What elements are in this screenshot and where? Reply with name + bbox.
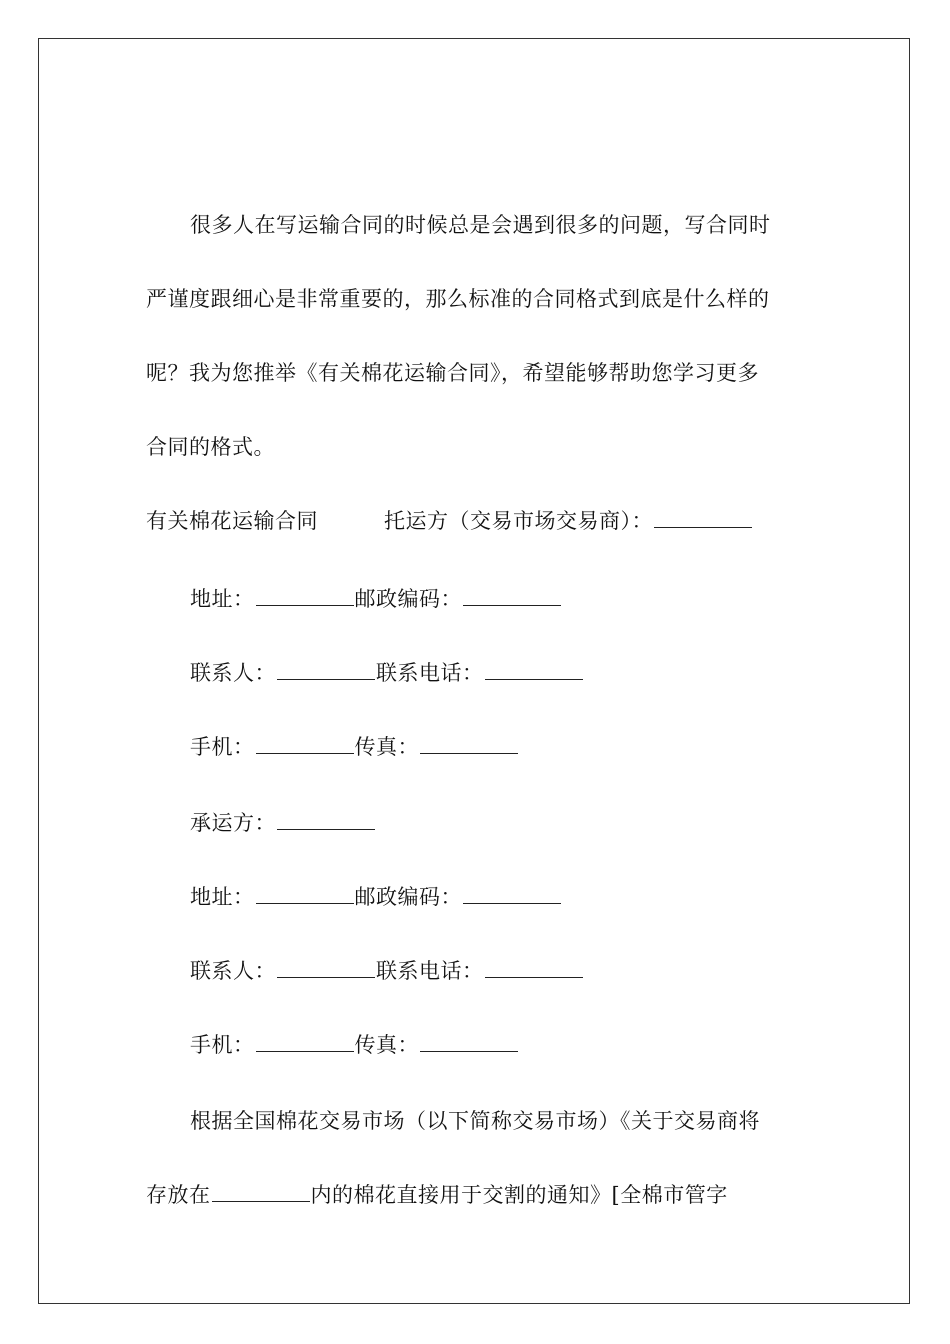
intro-paragraph-line-3: 呢？我为您推举《有关棉花运输合同》，希望能够帮助您学习更多 bbox=[146, 361, 759, 385]
shipper-phone-blank[interactable] bbox=[485, 659, 583, 680]
carrier-fax-blank[interactable] bbox=[420, 1031, 518, 1052]
carrier-contact-label: 联系人： bbox=[190, 959, 276, 983]
shipper-address-line bbox=[190, 584, 562, 614]
contract-title: 有关棉花运输合同 bbox=[146, 509, 318, 533]
carrier-phone-blank[interactable] bbox=[485, 957, 583, 978]
carrier-mobile-line bbox=[190, 1030, 519, 1060]
carrier-line bbox=[190, 808, 376, 838]
shipper-postcode-blank[interactable] bbox=[463, 585, 561, 606]
shipper-fax-label: 传真： bbox=[354, 735, 419, 759]
shipper-contact-line bbox=[190, 658, 584, 688]
carrier-postcode-label: 邮政编码： bbox=[354, 885, 462, 909]
intro-paragraph-line-2: 严谨度跟细心是非常重要的，那么标准的合同格式到底是什么样的 bbox=[146, 287, 770, 311]
storage-location-blank[interactable] bbox=[212, 1181, 310, 1202]
shipper-address-label: 地址： bbox=[190, 587, 255, 611]
shipper-mobile-blank[interactable] bbox=[256, 733, 354, 754]
carrier-fax-label: 传真： bbox=[354, 1033, 419, 1057]
shipper-phone-label: 联系电话： bbox=[376, 661, 484, 685]
basis-paragraph-line-2 bbox=[146, 1180, 728, 1210]
carrier-contact-blank[interactable] bbox=[277, 957, 375, 978]
shipper-fax-blank[interactable] bbox=[420, 733, 518, 754]
basis-paragraph-line-1: 根据全国棉花交易市场（以下简称交易市场）《关于交易商将 bbox=[190, 1109, 760, 1133]
shipper-contact-label: 联系人： bbox=[190, 661, 276, 685]
carrier-name-blank[interactable] bbox=[277, 809, 375, 830]
carrier-phone-label: 联系电话： bbox=[376, 959, 484, 983]
shipper-label: 托运方（交易市场交易商）： bbox=[384, 509, 653, 533]
intro-paragraph-line-1: 很多人在写运输合同的时候总是会遇到很多的问题，写合同时 bbox=[190, 213, 771, 237]
basis-storage-prefix: 存放在 bbox=[146, 1183, 211, 1207]
carrier-address-blank[interactable] bbox=[256, 883, 354, 904]
shipper-postcode-label: 邮政编码： bbox=[354, 587, 462, 611]
carrier-postcode-blank[interactable] bbox=[463, 883, 561, 904]
carrier-mobile-label: 手机： bbox=[190, 1033, 255, 1057]
carrier-address-line bbox=[190, 882, 562, 912]
contract-header-line bbox=[146, 506, 753, 536]
shipper-contact-blank[interactable] bbox=[277, 659, 375, 680]
carrier-mobile-blank[interactable] bbox=[256, 1031, 354, 1052]
basis-storage-suffix: 内的棉花直接用于交割的通知》[全棉市管字 bbox=[310, 1183, 728, 1207]
carrier-address-label: 地址： bbox=[190, 885, 255, 909]
intro-paragraph-line-4: 合同的格式。 bbox=[146, 435, 275, 459]
carrier-contact-line bbox=[190, 956, 584, 986]
shipper-mobile-line bbox=[190, 732, 519, 762]
shipper-address-blank[interactable] bbox=[256, 585, 354, 606]
carrier-label: 承运方： bbox=[190, 811, 276, 835]
shipper-mobile-label: 手机： bbox=[190, 735, 255, 759]
shipper-name-blank[interactable] bbox=[654, 507, 752, 528]
